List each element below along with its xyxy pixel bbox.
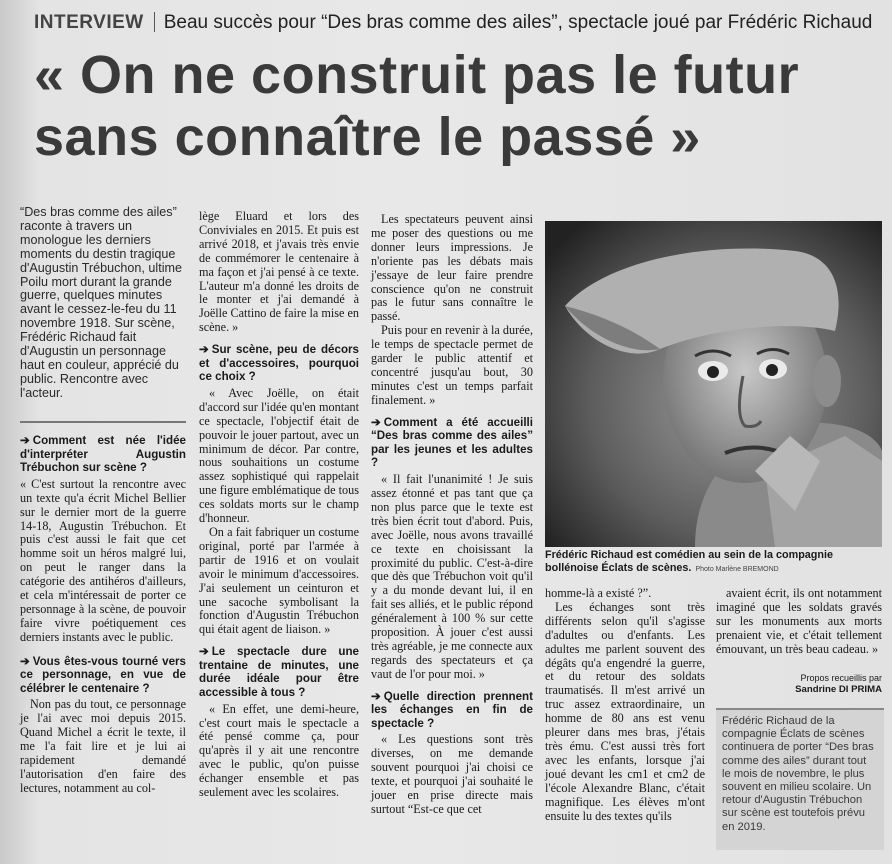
- byline-author: Sandrine DI PRIMA: [795, 684, 882, 695]
- answer-paragraph: Non pas du tout, ce personnage je l'ai avec moi depuis 2015. Quand Michel a écrit le texte, il me l'a fait lire et je lui ai rapidement demandé l'autorisation d'en faire des lectures, notamment au col-: [20, 697, 186, 795]
- answer-paragraph: lège Eluard et lors des Conviviales en 2015. Et puis est arrivé 2018, et j'avais très envie de commémorer le centenaire à ma façon et j'ai pensé à ce texte. L'auteur m'a donné les droits de le monter et j'ai demandé à Joëlle Cattino de faire la mise en scène. »: [199, 209, 359, 335]
- lead-divider: [20, 421, 186, 423]
- question-heading: [20, 655, 186, 696]
- question-text: Sur scène, peu de décors et d'accessoires, pourquoi ce choix ?: [199, 343, 359, 384]
- answer-paragraph: « Avec Joëlle, on était d'accord sur l'idée qu'en montant ce spectacle, l'objectif était de pouvoir le jouer partout, avec un minimum de décor. Par contre, nous souhaitions un costume assez sophistiqué qui rappelait une figure emblématique de tous ces soldats morts sur le champ d'honneur.: [199, 385, 359, 526]
- article-column-3: [371, 213, 533, 817]
- question-text: Comment est née l'idée d'interpréter Augustin Trébuchon sur scène ?: [20, 434, 186, 475]
- question-text: Quelle direction prennent les échanges en fin de spectacle ?: [371, 689, 533, 730]
- answer-paragraph: On a fait fabriquer un costume original, porté par l'armée à partir de 1916 et on voulait avoir le minimum d'accessoires. J'ai seulement un ceinturon et une sacoche symbolisant la fonction d'Augustin Trébuchon qui était agent de liaison. »: [199, 525, 359, 637]
- question-heading: [199, 645, 359, 699]
- byline-intro: Propos recueillis par: [800, 673, 882, 683]
- answer-paragraph: « C'est surtout la rencontre avec un texte qu'a écrit Michel Bellier sur le dernier mort de la guerre 14-18, Augustin Trébuchon. Et puis c'est aussi le fait que cet homme soit un héros malgré lui, on peut le ranger dans la catégorie des antihéros d'ailleurs, et cela m'intéressait de porter ce personnage à la scène, de pouvoir faire vivre poétiquement ces derniers instants avec le public.: [20, 476, 186, 644]
- headline-line-1: « On ne construit pas le futur: [34, 45, 800, 105]
- actor-photo: [545, 221, 882, 547]
- kicker: [34, 8, 884, 38]
- caption-text: Frédéric Richaud est comédien au sein de la compagnie bollénoise Éclats de scènes.: [545, 549, 834, 574]
- photo-caption: [545, 549, 882, 577]
- question-text: Vous êtes-vous tourné vers ce personnage, en vue de célébrer le centenaire ?: [20, 654, 186, 695]
- arrow-icon: ➔: [199, 645, 209, 659]
- answer-paragraph: « Il fait l'unanimité ! Je suis assez étonné et pas tant que ça non plus parce que le texte est très bien écrit tout d'abord. Puis, avec Joëlle, nous avons travaillé ce texte en choisissant la proximité du public. C'est-à-dire que dès que Trébuchon voit qu'il y a du monde devant lui, il en fait ses alliés, et le public répond généralement à 100 % sur cette proposition. À jouer c'est aussi très agréable, je me connecte aux regards des spectateurs et ça vaut de l'or pour moi. »: [371, 472, 533, 681]
- answer-paragraph: « Les questions sont très diverses, on me demande souvent pourquoi j'ai choisi ce texte, et pourquoi j'ai souhaité le jouer en prise directe mais surtout “Est-ce que cet: [371, 732, 533, 816]
- arrow-icon: ➔: [20, 434, 30, 447]
- info-box: [716, 708, 884, 850]
- arrow-icon: ➔: [371, 689, 381, 703]
- answer-paragraph: homme-là a existé ?”.: [545, 586, 652, 600]
- article-column-4: [545, 587, 705, 823]
- answer-paragraph: avaient écrit, ils ont notamment imaginé que les soldats gravés sur les monuments aux morts prenaient vie, et c'était tellement émouvant, un très beau cadeau. »: [716, 586, 882, 656]
- arrow-icon: ➔: [20, 654, 30, 668]
- photo-credit: Photo Marlène BREMOND: [695, 565, 779, 573]
- headline-line-2: sans connaître le passé »: [34, 107, 701, 167]
- section-tag: INTERVIEW: [34, 12, 144, 33]
- byline: [712, 672, 882, 696]
- question-text: Le spectacle dure une trentaine de minutes, une durée idéale pour être accessible à tous ?: [199, 645, 359, 700]
- soldier-portrait-image: [545, 221, 882, 547]
- question-heading: [20, 434, 186, 475]
- kicker-divider: [154, 12, 155, 32]
- article-column-1: [20, 434, 186, 796]
- article-lead: “Des bras comme des ailes” raconte à travers un monologue les derniers moments du destin tragique d'Augustin Trébuchon, ultime Poilu mort durant la grande guerre, quelques minutes avant le cessez-le-feu du 11 novembre 1918. Sur scène, Frédéric Richaud fait d'Augustin un personnage haut en couleur, apprécié du public. Rencontre avec l'acteur.: [20, 205, 183, 400]
- kicker-subtitle: Beau succès pour “Des bras comme des ailes”, spectacle joué par Frédéric Richaud: [163, 12, 873, 33]
- answer-paragraph: « En effet, une demi-heure, c'est court mais le spectacle a été pensé comme ça, pour qu'après il y ait une rencontre avec le public, qu'on puisse échanger ensemble et pas seulement avec les scolaires.: [199, 701, 359, 800]
- answer-paragraph: Les spectateurs peuvent ainsi me poser des questions ou me donner leurs impressions. Je n'oriente pas les débats mais j'essaye de leur faire prendre conscience qu'on ne construit pas le futur sans connaître le passé.: [371, 212, 533, 324]
- article-column-5: [716, 587, 882, 657]
- question-text: Comment a été accueilli “Des bras comme des ailes” par les jeunes et les adultes ?: [371, 415, 533, 470]
- answer-paragraph: Les échanges sont très différents selon qu'il s'agisse d'adultes ou d'enfants. Les adultes me parlent souvent des dégâts qu'a engendré la guerre, et du retour des soldats traumatisés. Il m'est arrivé un truc assez extraordinaire, un homme de 80 ans est venu pleurer dans mes bras, j'étais très ému. C'est aussi très fort avec les enfants, lorsque j'ai joué devant les cm1 et cm2 de l'école Alexandre Blanc, c'était magnifique. Les élèves m'ont ensuite lu des textes qu'ils: [545, 599, 705, 823]
- answer-paragraph: Puis pour en revenir à la durée, le temps de spectacle permet de garder le public attentif et concentré jusqu'au bout, 30 minutes c'est un temps parfait finalement. »: [371, 323, 533, 407]
- arrow-icon: ➔: [371, 415, 381, 429]
- arrow-icon: ➔: [199, 343, 209, 357]
- question-heading: [199, 343, 359, 384]
- headline: [34, 44, 884, 168]
- article-column-2: [199, 210, 359, 800]
- question-heading: [371, 416, 533, 470]
- info-box-text: Frédéric Richaud de la compagnie Éclats de scènes continuera de porter “Des bras comme des ailes” durant tout le mois de novembre, le plus souvent en milieu scolaire. Un retour d'Augustin Trébuchon sur scène est toutefois prévu en 2019.: [722, 715, 874, 833]
- question-heading: [371, 690, 533, 731]
